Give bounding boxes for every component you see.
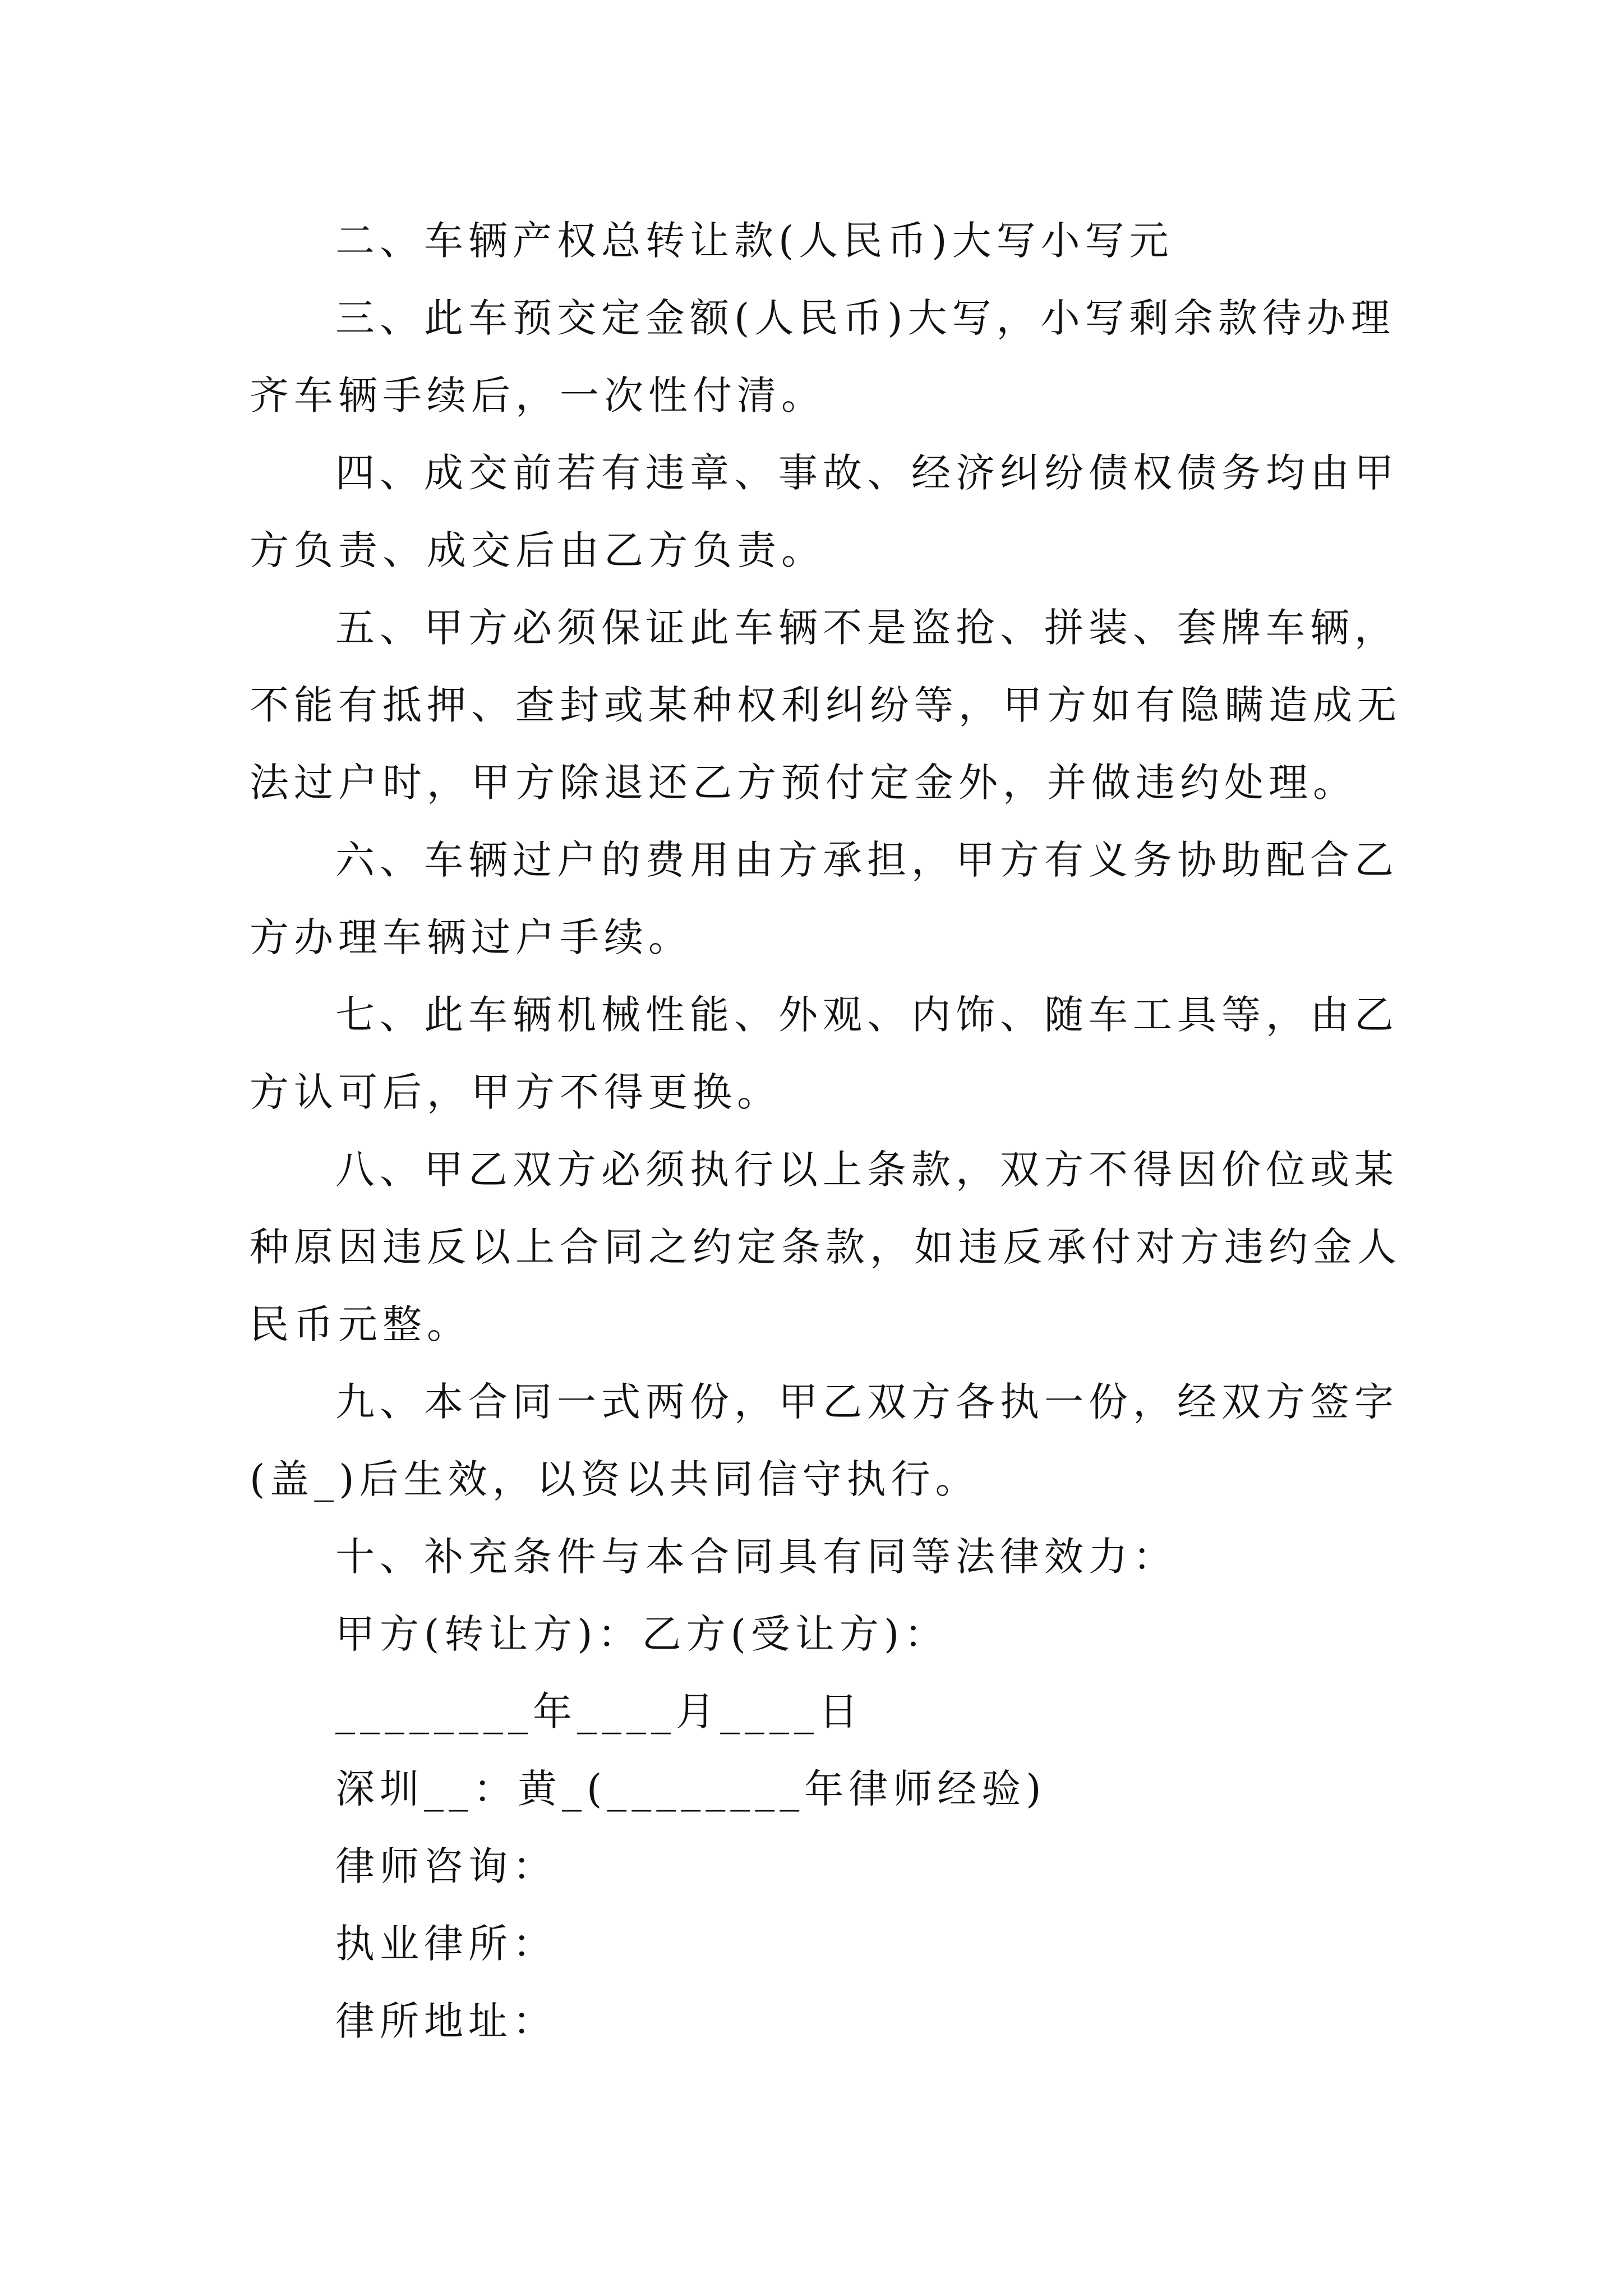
- clause-3-line-1: 三、此车预交定金额(人民币)大写，小写剩余款待办理: [335, 295, 1395, 341]
- party-signature-line: 甲方(转让方)：乙方(受让方)：: [335, 1611, 949, 1657]
- clause-4-line-1: 四、成交前若有违章、事故、经济纠纷债权债务均由甲: [335, 450, 1399, 496]
- date-line: ________年____月____日: [335, 1688, 863, 1734]
- clause-6-line-1: 六、车辆过户的费用由方承担，甲方有义务协助配合乙: [335, 837, 1399, 883]
- clause-9-line-2: (盖_)后生效，以资以共同信守执行。: [250, 1456, 980, 1502]
- clause-7-line-2: 方认可后，甲方不得更换。: [250, 1069, 781, 1115]
- clause-8-line-2: 种原因违反以上合同之约定条款，如违反承付对方违约金人: [250, 1224, 1401, 1270]
- clause-6-line-2: 方办理车辆过户手续。: [250, 914, 693, 960]
- law-firm-label: 执业律所：: [335, 1921, 557, 1967]
- clause-9-line-1: 九、本合同一式两份，甲乙双方各执一份，经双方签字: [335, 1379, 1399, 1425]
- clause-5-line-2: 不能有抵押、查封或某种权利纠纷等，甲方如有隐瞒造成无: [250, 682, 1401, 728]
- clause-10: 十、补充条件与本合同具有同等法律效力：: [335, 1534, 1177, 1580]
- lawyer-consult-label: 律师咨询：: [335, 1843, 557, 1889]
- clause-3-line-2: 齐车辆手续后，一次性付清。: [250, 372, 826, 418]
- clause-8-line-1: 八、甲乙双方必须执行以上条款，双方不得因价位或某: [335, 1147, 1399, 1193]
- clause-2-line-1: 二、车辆产权总转让款(人民币)大写小写元: [335, 218, 1174, 264]
- law-firm-address-label: 律所地址：: [335, 1998, 557, 2044]
- clause-5-line-1: 五、甲方必须保证此车辆不是盗抢、拼装、套牌车辆，: [335, 605, 1399, 651]
- lawyer-info-line: 深圳__：黄_(________年律师经验): [335, 1766, 1046, 1812]
- clause-4-line-2: 方负责、成交后由乙方负责。: [250, 527, 826, 573]
- clause-8-line-3: 民币元整。: [250, 1301, 471, 1347]
- clause-5-line-3: 法过户时，甲方除退还乙方预付定金外，并做违约处理。: [250, 760, 1357, 806]
- clause-7-line-1: 七、此车辆机械性能、外观、内饰、随车工具等，由乙: [335, 992, 1399, 1038]
